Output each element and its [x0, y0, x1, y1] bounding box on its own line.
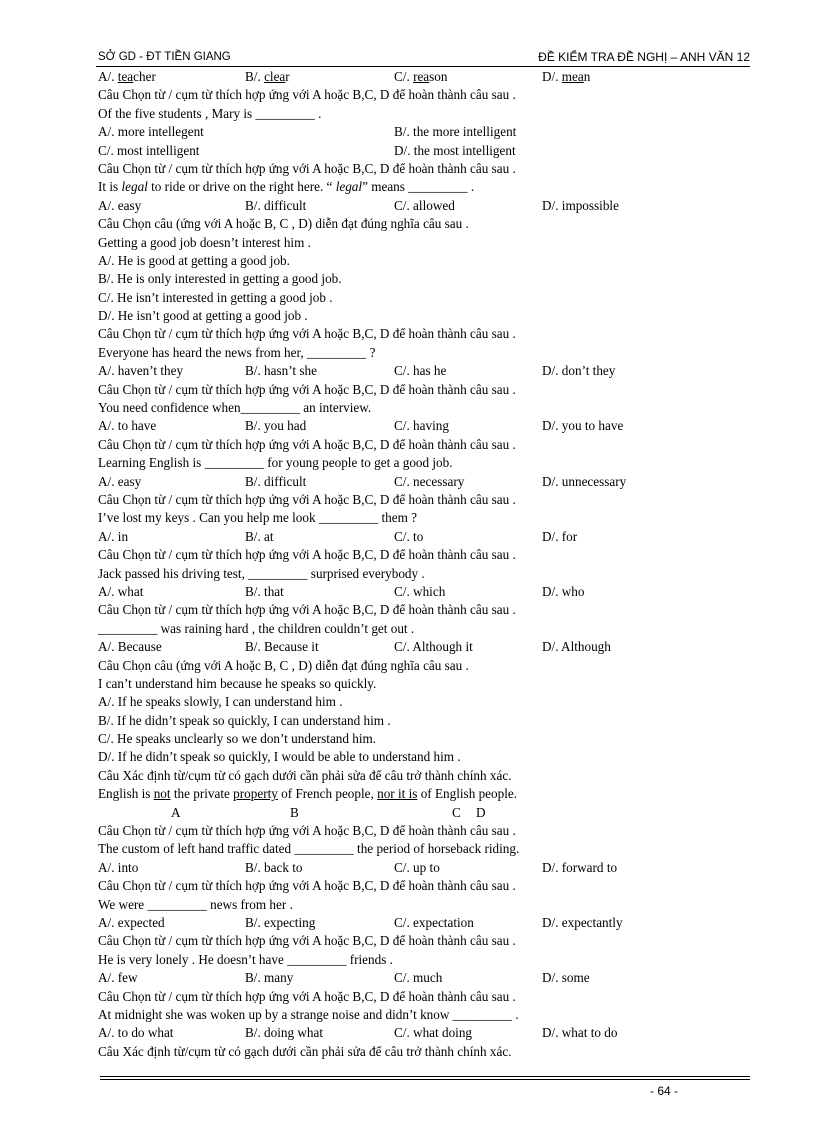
options-row — [98, 969, 748, 987]
question-stem: Of the five students , Mary is _________ . — [98, 105, 322, 121]
option-d: D/. Although — [542, 639, 611, 655]
option-c: C/. much — [394, 970, 443, 986]
option-b: B/. Because it — [245, 639, 319, 655]
options-row — [98, 528, 748, 546]
option-b: B/. hasn’t she — [245, 363, 317, 379]
option-d: D/. If he didn’t speak so quickly, I would be able to understand him . — [98, 749, 461, 765]
options-row — [98, 123, 748, 141]
question-stem: I can’t understand him because he speaks so quickly. — [98, 675, 377, 691]
question-instruction: Câu Xác định từ/cụm từ có gạch dưới cần phải sửa để câu trở thành chính xác. — [98, 1043, 512, 1059]
option-a: A/. haven’t they — [98, 363, 184, 379]
option-d: D/. who — [542, 583, 585, 599]
exam-content — [98, 68, 748, 1061]
option-b: B/. difficult — [245, 473, 307, 489]
option-a: A/. few — [98, 970, 138, 986]
question-instruction: Câu Chọn câu (ứng với A hoặc B, C , D) diễn đạt đúng nghĩa câu sau . — [98, 657, 469, 673]
options-row — [98, 197, 748, 215]
question-instruction: Câu Chọn từ / cụm từ thích hợp ứng với A hoặc B,C, D để hoàn thành câu sau . — [98, 933, 516, 949]
question-stem: Jack passed his driving test, _________ surprised everybody . — [98, 565, 425, 581]
option-d: D/. unnecessary — [542, 473, 627, 489]
option-d: D/. what to do — [542, 1025, 618, 1041]
option-d: D/. don’t they — [542, 363, 616, 379]
option-a: A/. teacher — [98, 69, 156, 84]
option-a: A/. easy — [98, 473, 142, 489]
option-d: D/. mean — [542, 69, 591, 84]
question-stem: I’ve lost my keys . Can you help me look _________ them ? — [98, 510, 418, 526]
option-b: B/. at — [245, 528, 274, 544]
question-stem: He is very lonely . He doesn’t have _________ friends . — [98, 951, 393, 967]
option-d: D/. impossible — [542, 197, 619, 213]
underline-markers — [98, 804, 748, 822]
option-a: A/. in — [98, 528, 129, 544]
option-b: B/. you had — [245, 418, 307, 434]
option-c: C/. having — [394, 418, 449, 434]
option-b: B/. clear — [245, 69, 290, 84]
option-c: C/. up to — [394, 859, 440, 875]
options-row — [98, 362, 748, 380]
question-stem: Everyone has heard the news from her, _________ ? — [98, 344, 376, 360]
options-row — [98, 638, 748, 656]
option-d: D/. for — [542, 528, 578, 544]
marker-d: D — [476, 804, 486, 820]
option-d: D/. forward to — [542, 859, 618, 875]
question-stem: The custom of left hand traffic dated _________ the period of horseback riding. — [98, 841, 520, 857]
option-c: C/. reason — [394, 69, 448, 84]
option-b: B/. expecting — [245, 914, 316, 930]
question-instruction: Câu Chọn từ / cụm từ thích hợp ứng với A hoặc B,C, D để hoàn thành câu sau . — [98, 547, 516, 563]
question-instruction: Câu Chọn từ / cụm từ thích hợp ứng với A hoặc B,C, D để hoàn thành câu sau . — [98, 87, 516, 103]
question-instruction: Câu Chọn từ / cụm từ thích hợp ứng với A hoặc B,C, D để hoàn thành câu sau . — [98, 381, 516, 397]
options-row — [98, 1024, 748, 1042]
option-d: D/. He isn’t good at getting a good job . — [98, 308, 308, 324]
question-stem: English is not the private property of French people, nor it is of English people. — [98, 786, 518, 802]
page-header — [96, 50, 750, 66]
option-d: D/. you to have — [542, 418, 624, 434]
option-b: B/. He is only interested in getting a good job. — [98, 271, 342, 287]
option-c: C/. expectation — [394, 914, 474, 930]
option-c: C/. has he — [394, 363, 447, 379]
option-b: B/. If he didn’t speak so quickly, I can understand him . — [98, 712, 391, 728]
question-instruction: Câu Chọn từ / cụm từ thích hợp ứng với A hoặc B,C, D để hoàn thành câu sau . — [98, 823, 516, 839]
options-row — [98, 914, 748, 932]
option-b: B/. the more intelligent — [394, 124, 517, 140]
option-a: A/. If he speaks slowly, I can understand him . — [98, 694, 343, 710]
school-name: SỞ GD - ĐT TIỀN GIANG — [98, 51, 231, 63]
option-c: C/. He speaks unclearly so we don’t understand him. — [98, 731, 377, 747]
question-stem: At midnight she was woken up by a strange noise and didn’t know _________ . — [98, 1006, 519, 1022]
option-b: B/. difficult — [245, 197, 307, 213]
question-instruction: Câu Chọn từ / cụm từ thích hợp ứng với A hoặc B,C, D để hoàn thành câu sau . — [98, 878, 516, 894]
options-row — [98, 859, 748, 877]
question-instruction: Câu Chọn từ / cụm từ thích hợp ứng với A hoặc B,C, D để hoàn thành câu sau . — [98, 160, 516, 176]
option-d: D/. the most intelligent — [394, 142, 516, 158]
options-row — [98, 583, 748, 601]
option-a: A/. to do what — [98, 1025, 174, 1041]
option-a: A/. easy — [98, 197, 142, 213]
header-divider — [96, 66, 750, 67]
question-stem: It is legal to ride or drive on the right here. “ legal” means _________ . — [98, 179, 475, 195]
option-a: A/. more intellegent — [98, 124, 204, 140]
question-stem: Getting a good job doesn’t interest him . — [98, 234, 311, 250]
question-stem: Learning English is _________ for young people to get a good job. — [98, 455, 453, 471]
option-d: D/. some — [542, 970, 590, 986]
question-instruction: Câu Chọn từ / cụm từ thích hợp ứng với A hoặc B,C, D để hoàn thành câu sau . — [98, 326, 516, 342]
question-stem: You need confidence when_________ an interview. — [98, 400, 372, 416]
option-c: C/. allowed — [394, 197, 455, 213]
question-stem: _________ was raining hard , the children couldn’t get out . — [98, 620, 415, 636]
option-a: A/. into — [98, 859, 139, 875]
question-instruction: Câu Xác định từ/cụm từ có gạch dưới cần phải sửa để câu trở thành chính xác. — [98, 767, 512, 783]
options-row — [98, 473, 748, 491]
option-a: A/. Because — [98, 639, 162, 655]
options-row — [98, 68, 748, 86]
option-d: D/. expectantly — [542, 914, 623, 930]
option-c: C/. most intelligent — [98, 142, 200, 158]
question-instruction: Câu Chọn từ / cụm từ thích hợp ứng với A hoặc B,C, D để hoàn thành câu sau . — [98, 602, 516, 618]
question-instruction: Câu Chọn từ / cụm từ thích hợp ứng với A hoặc B,C, D để hoàn thành câu sau . — [98, 436, 516, 452]
question-instruction: Câu Chọn từ / cụm từ thích hợp ứng với A hoặc B,C, D để hoàn thành câu sau . — [98, 491, 516, 507]
option-c: C/. to — [394, 528, 424, 544]
exam-title: ĐỀ KIỂM TRA ĐỀ NGHỊ – ANH VĂN 12 — [538, 50, 750, 64]
option-a: A/. He is good at getting a good job. — [98, 252, 290, 268]
option-c: C/. what doing — [394, 1025, 473, 1041]
footer-divider — [100, 1079, 750, 1080]
marker-b: B — [290, 804, 299, 820]
option-b: B/. doing what — [245, 1025, 324, 1041]
option-b: B/. back to — [245, 859, 303, 875]
option-a: A/. to have — [98, 418, 157, 434]
option-a: A/. what — [98, 583, 144, 599]
option-c: C/. Although it — [394, 639, 473, 655]
option-b: B/. many — [245, 970, 294, 986]
question-stem: We were _________ news from her . — [98, 896, 293, 912]
option-c: C/. which — [394, 583, 446, 599]
options-row — [98, 417, 748, 435]
option-c: C/. necessary — [394, 473, 465, 489]
marker-a: A — [171, 804, 181, 820]
question-instruction: Câu Chọn từ / cụm từ thích hợp ứng với A hoặc B,C, D để hoàn thành câu sau . — [98, 988, 516, 1004]
footer-divider — [100, 1076, 750, 1077]
page-number: - 64 - — [650, 1084, 679, 1098]
option-b: B/. that — [245, 583, 284, 599]
options-row — [98, 142, 748, 160]
marker-c: C — [452, 804, 461, 820]
option-c: C/. He isn’t interested in getting a good job . — [98, 289, 333, 305]
option-a: A/. expected — [98, 914, 165, 930]
question-instruction: Câu Chọn câu (ứng với A hoặc B, C , D) diễn đạt đúng nghĩa câu sau . — [98, 216, 469, 232]
